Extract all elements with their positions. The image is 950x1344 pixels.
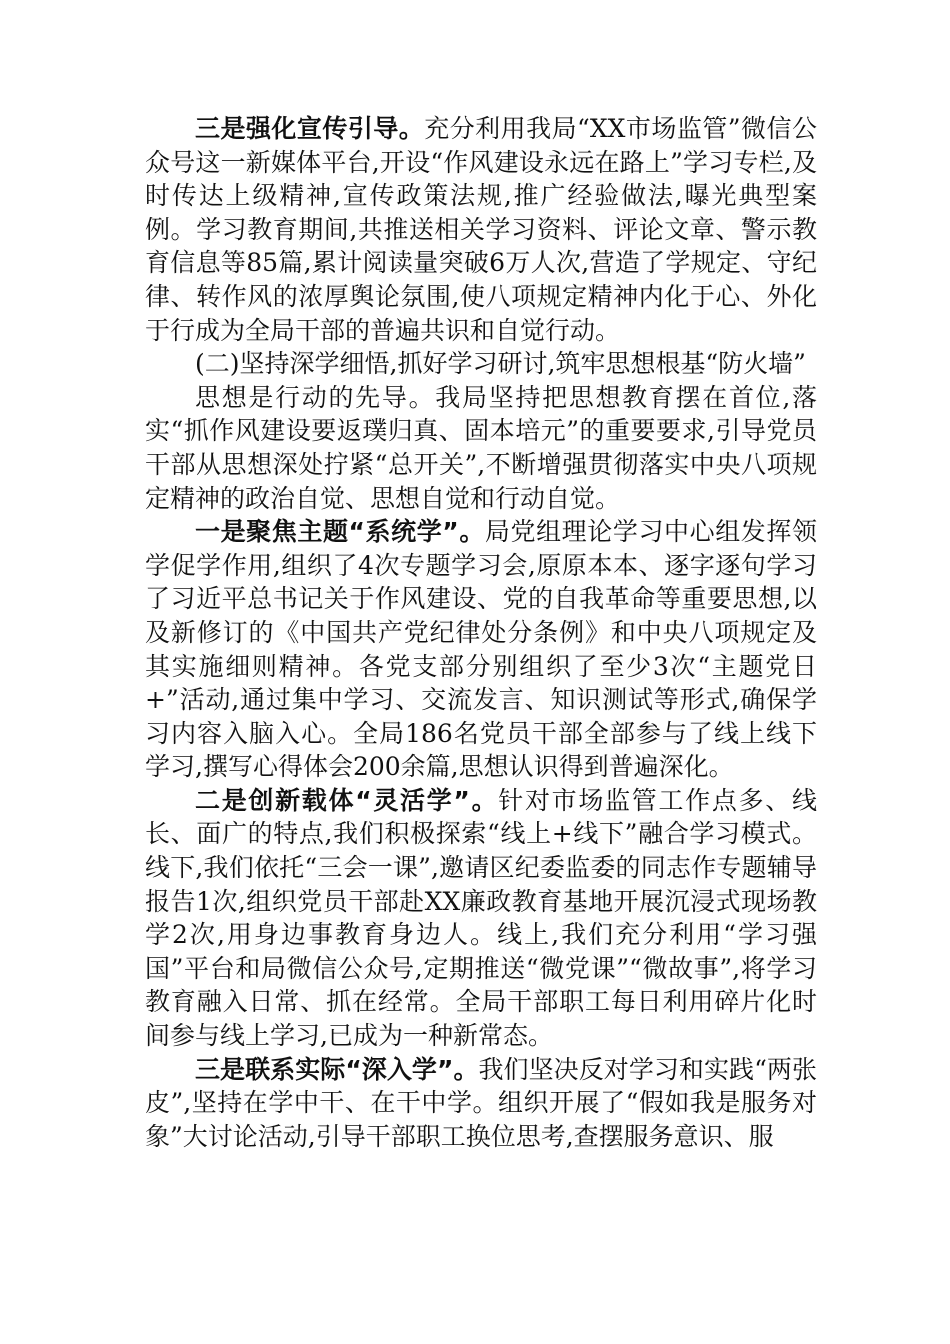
paragraph-publicity [145,112,817,347]
section-heading [145,347,817,381]
paragraph-body: 思想是行动的先导。我局坚持把思想教育摆在首位,落实“抓作风建设要返璞归真、固本培元”的重要要求,引导党员干部从思想深处拧紧“总开关”,不断增强贯彻落实中央八项规定精神的政治自觉、思想自觉和行动自觉。 [145,382,817,513]
paragraph-lead: 二是创新载体“灵活学”。 [195,785,499,815]
paragraph-body: 我们坚决反对学习和实践“两张皮”,坚持在学中干、在干中学。组织开展了“假如我是服务对象”大讨论活动,引导干部职工换位思考,查摆服务意识、服 [145,1054,817,1151]
paragraph-lead: 三是联系实际“深入学”。 [195,1054,479,1084]
paragraph-body: 充分利用我局“XX市场监管”微信公众号这一新媒体平台,开设“作风建设永远在路上”学习专栏,及时传达上级精神,宣传政策法规,推广经验做法,曝光典型案例。学习教育期间,共推送相关学习资料、评论文章、警示教育信息等85篇,累计阅读量突破6万人次,营造了学规定、守纪律、转作风的浓厚舆论氛围,使八项规定精神内化于心、外化于行成为全局干部的普遍共识和自觉行动。 [145,114,817,345]
paragraph-intro [145,381,817,515]
paragraph-lead: 三是强化宣传引导。 [195,114,425,143]
paragraph-deep-study [145,1053,817,1154]
paragraph-lead: 一是聚焦主题“系统学”。 [195,517,485,547]
paragraph-body: 局党组理论学习中心组发挥领学促学作用,组织了4次专题学习会,原原本本、逐字逐句学习了习近平总书记关于作风建设、党的自我革命等重要思想,以及新修订的《中国共产党纪律处分条例》和中央八项规定及其实施细则精神。各党支部分别组织了至少3次“主题党日+”活动,通过集中学习、交流发言、知识测试等形式,确保学习内容入脑入心。全局186名党员干部全部参与了线上线下学习,撰写心得体会200余篇,思想认识得到普遍深化。 [145,517,817,782]
paragraph-flexible-study [145,784,817,1053]
document-page [145,112,817,1153]
paragraph-body: 针对市场监管工作点多、线长、面广的特点,我们积极探索“线上+线下”融合学习模式。线下,我们依托“三会一课”,邀请区纪委监委的同志作专题辅导报告1次,组织党员干部赴XX廉政教育基地开展沉浸式现场教学2次,用身边事教育身边人。线上,我们充分利用“学习强国”平台和局微信公众号,定期推送“微党课”“微故事”,将学习教育融入日常、抓在经常。全局干部职工每日利用碎片化时间参与线上学习,已成为一种新常态。 [145,785,817,1051]
paragraph-systematic-study [145,515,817,784]
section-heading-text: (二)坚持深学细悟,抓好学习研讨,筑牢思想根基“防火墙” [195,349,806,379]
